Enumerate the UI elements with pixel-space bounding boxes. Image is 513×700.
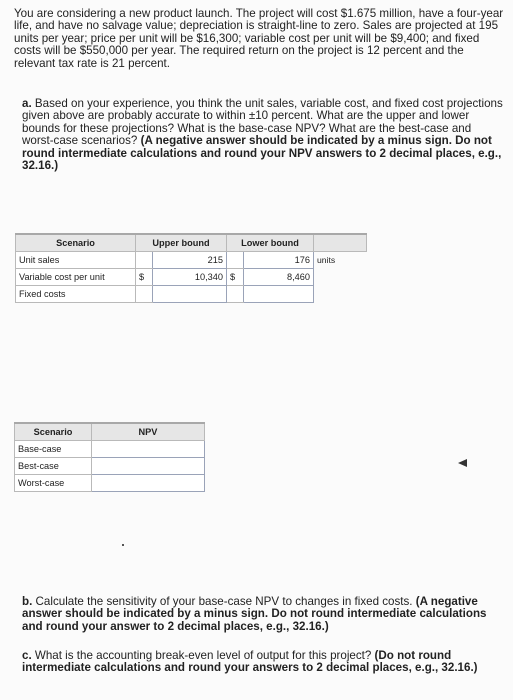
upper-bound-header: Upper bound — [136, 234, 227, 252]
question-a — [22, 98, 504, 172]
currency-symbol — [136, 286, 153, 303]
table-row — [16, 252, 367, 269]
units-header — [314, 234, 367, 252]
problem-intro: You are considering a new product launch. The project will cost $1.675 million, have a four-year life, and have no salvage value; depreciation is straight-line to zero. Sales are projected at 195 units per year; price per unit will be $16,300; variable cost per unit will be $9,400; and fixed costs will be $550,000 per year. The required return on the project is 12 percent and the relevant tax rate is 21 percent. — [14, 7, 504, 70]
question-a-lead: a. — [22, 97, 32, 110]
best-case-npv-input[interactable] — [92, 458, 205, 475]
scenario-header: Scenario — [16, 234, 136, 252]
row-label-fixed-costs: Fixed costs — [16, 286, 136, 303]
currency-symbol — [136, 252, 153, 269]
row-label-worst-case: Worst-case — [15, 475, 92, 492]
currency-symbol — [227, 252, 244, 269]
row-label-base-case: Base-case — [15, 441, 92, 458]
row-label-unit-sales: Unit sales — [16, 252, 136, 269]
unit-sales-upper-input[interactable]: 215 — [153, 252, 227, 269]
question-b — [22, 596, 492, 633]
scenario-header: Scenario — [15, 423, 92, 441]
table-row — [16, 286, 367, 303]
fixed-costs-lower-input[interactable] — [244, 286, 314, 303]
units-label: units — [317, 255, 336, 266]
unit-sales-lower-input[interactable]: 176 — [244, 252, 314, 269]
question-b-lead: b. — [22, 595, 33, 608]
bounds-table-header — [16, 234, 367, 252]
variable-cost-lower-input[interactable]: 8,460 — [244, 269, 314, 286]
row-label-best-case: Best-case — [15, 458, 92, 475]
row-label-variable-cost: Variable cost per unit — [16, 269, 136, 286]
fixed-costs-upper-input[interactable] — [153, 286, 227, 303]
currency-symbol: $ — [227, 269, 244, 286]
question-b-instruction: (A negative answer should be indicated by a minus sign. Do not round intermediate calculations and round your answer to 2 decimal places, e.g., 32.16.) — [22, 595, 487, 633]
npv-table — [14, 422, 205, 492]
question-c — [22, 650, 492, 675]
currency-symbol: $ — [136, 269, 153, 286]
question-a-instruction: (A negative answer should be indicated by a minus sign. Do not round intermediate calculations and round your NPV answers to 2 decimal places, e.g., 32.16.) — [22, 134, 502, 173]
table-row — [15, 475, 205, 492]
worst-case-npv-input[interactable] — [92, 475, 205, 492]
currency-symbol — [227, 286, 244, 303]
question-b-text: Calculate the sensitivity of your base-case NPV to changes in fixed costs. — [35, 595, 413, 608]
variable-cost-upper-input[interactable]: 10,340 — [153, 269, 227, 286]
units-label — [314, 269, 367, 286]
lower-bound-header: Lower bound — [227, 234, 314, 252]
question-a-text: Based on your experience, you think the unit sales, variable cost, and fixed cost projections given above are probably accurate to within ±10 percent. What are the upper and lower bounds for these projections? What is the base-case NPV? What are the best-case and worst-case scenarios? — [22, 97, 503, 148]
table-row — [16, 269, 367, 286]
npv-header: NPV — [92, 423, 205, 441]
table-row — [15, 441, 205, 458]
base-case-npv-input[interactable] — [92, 441, 205, 458]
npv-table-header — [15, 423, 205, 441]
question-c-text: What is the accounting break-even level of output for this project? — [34, 649, 372, 662]
left-arrow-cursor-icon — [458, 459, 467, 467]
question-c-lead: c. — [22, 649, 32, 662]
bounds-table — [15, 233, 367, 303]
units-label — [314, 286, 367, 303]
table-row — [15, 458, 205, 475]
question-c-instruction: (Do not round intermediate calculations and round your answers to 2 decimal places, e.g., 32.16.) — [22, 649, 478, 675]
stray-dot — [122, 544, 124, 546]
